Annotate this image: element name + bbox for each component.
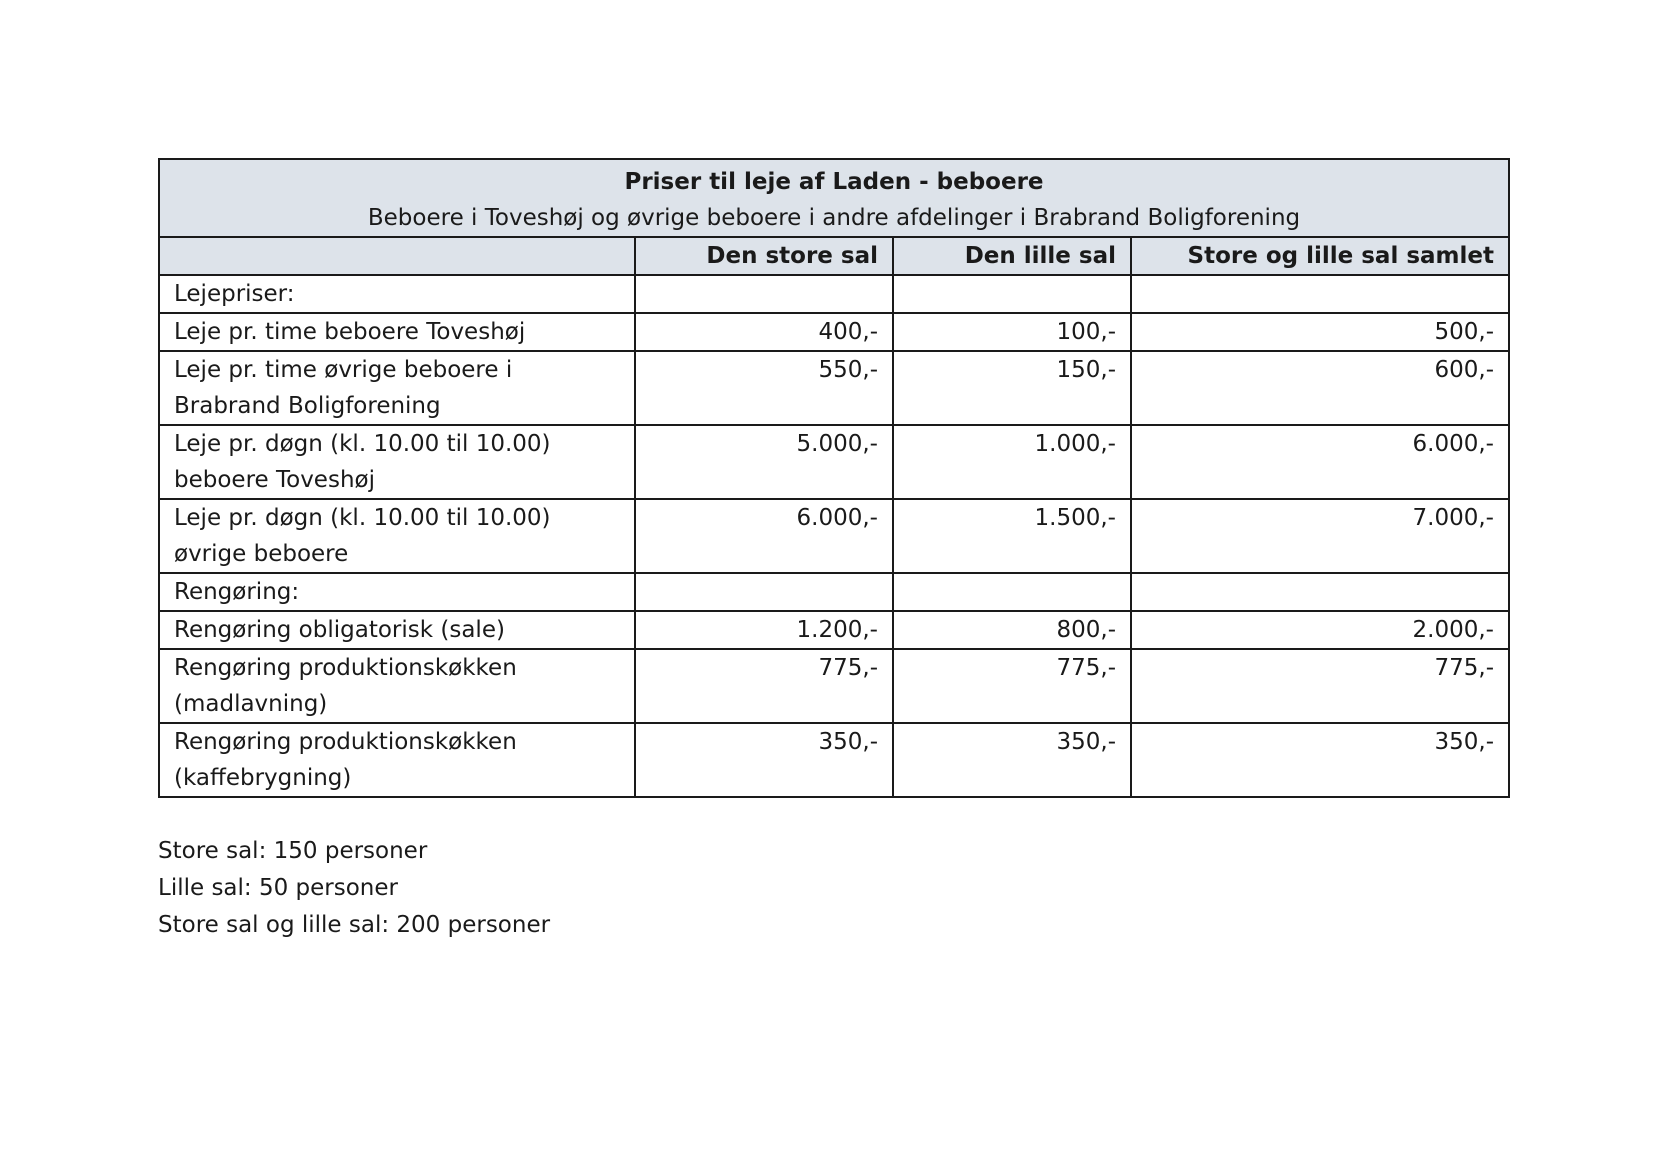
column-header-label [159,237,635,275]
price-samlet: 2.000,- [1131,611,1509,649]
row-label: Leje pr. time beboere Toveshøj [159,313,635,351]
price-lille-sal: 350,- [893,723,1131,797]
price-lille-sal: 100,- [893,313,1131,351]
price-lille-sal: 800,- [893,611,1131,649]
table-row [159,425,1509,499]
price-lille-sal: 775,- [893,649,1131,723]
table-title-cell [159,159,1509,237]
price-lille-sal: 1.500,- [893,499,1131,573]
price-lille-sal: 150,- [893,351,1131,425]
capacity-notes [158,833,550,944]
row-label: Rengøring obligatorisk (sale) [159,611,635,649]
price-samlet: 6.000,- [1131,425,1509,499]
table-row [159,499,1509,573]
section-row-lejepriser [159,275,1509,313]
price-store-sal: 5.000,- [635,425,893,499]
empty-cell [893,275,1131,313]
section-row-rengoring [159,573,1509,611]
section-label: Rengøring: [159,573,635,611]
price-store-sal: 350,- [635,723,893,797]
price-store-sal: 6.000,- [635,499,893,573]
table-row [159,649,1509,723]
note-line: Lille sal: 50 personer [158,875,398,901]
empty-cell [1131,275,1509,313]
table-row [159,351,1509,425]
price-store-sal: 400,- [635,313,893,351]
price-samlet: 775,- [1131,649,1509,723]
table-subtitle: Beboere i Toveshøj og øvrige beboere i andre afdelinger i Brabrand Boligforening [367,205,1301,231]
note-line: Store sal: 150 personer [158,838,428,864]
note-line: Store sal og lille sal: 200 personer [158,912,551,938]
column-header-store-sal: Den store sal [635,237,893,275]
empty-cell [1131,573,1509,611]
empty-cell [893,573,1131,611]
column-header-samlet: Store og lille sal samlet [1131,237,1509,275]
empty-cell [635,573,893,611]
row-label: Leje pr. time øvrige beboere i Brabrand Boligforening [159,351,635,425]
row-label: Rengøring produktionskøkken (madlavning) [159,649,635,723]
price-samlet: 7.000,- [1131,499,1509,573]
table-title-row [159,159,1509,237]
price-samlet: 500,- [1131,313,1509,351]
row-label: Leje pr. døgn (kl. 10.00 til 10.00) beboere Toveshøj [159,425,635,499]
table-row [159,611,1509,649]
price-samlet: 600,- [1131,351,1509,425]
column-header-row [159,237,1509,275]
price-samlet: 350,- [1131,723,1509,797]
column-header-lille-sal: Den lille sal [893,237,1131,275]
empty-cell [635,275,893,313]
price-lille-sal: 1.000,- [893,425,1131,499]
price-store-sal: 775,- [635,649,893,723]
row-label: Leje pr. døgn (kl. 10.00 til 10.00) øvrige beboere [159,499,635,573]
table-row [159,723,1509,797]
table-row [159,313,1509,351]
price-table [158,158,1510,798]
price-store-sal: 550,- [635,351,893,425]
row-label: Rengøring produktionskøkken (kaffebrygning) [159,723,635,797]
price-store-sal: 1.200,- [635,611,893,649]
table-title: Priser til leje af Laden - beboere [624,169,1044,195]
section-label: Lejepriser: [159,275,635,313]
